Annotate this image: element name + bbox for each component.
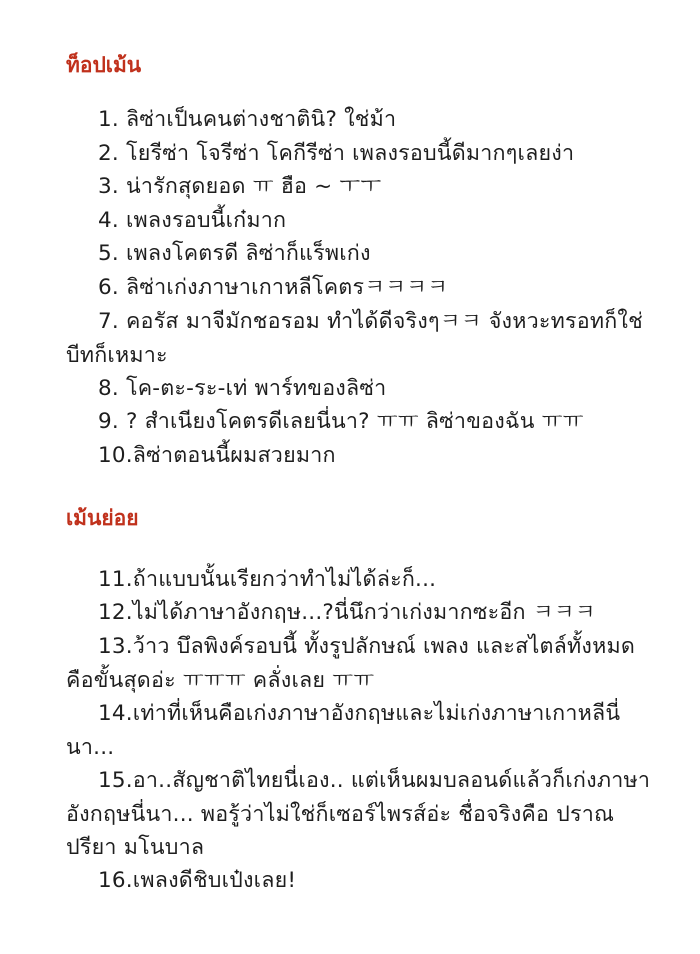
comment-number: 1.	[98, 107, 119, 132]
section-title-top-comments: ท็อปเม้น	[66, 53, 142, 77]
comment-number: 13.	[98, 634, 133, 659]
comment-text: ลิซ่าเก่งภาษาเกาหลีโคตรㅋㅋㅋㅋ	[125, 275, 449, 300]
comment-item	[66, 170, 656, 204]
comment-item	[66, 630, 656, 697]
comment-number: 8.	[98, 376, 119, 401]
comment-item	[66, 563, 656, 597]
comment-text: เพลงรอบนี้เก๋มาก	[125, 208, 287, 233]
comment-text: ลิซ่าตอนนี้ผมสวยมาก	[132, 443, 336, 468]
comment-number: 12.	[98, 600, 133, 625]
comment-number: 15.	[98, 768, 133, 793]
comment-number: 5.	[98, 241, 119, 266]
comment-item	[66, 204, 656, 238]
comment-item	[66, 596, 656, 630]
comment-text: คอรัส มาจีมักชอรอม ทำได้ดีจริงๆㅋㅋ จังหวะทรอทก็ใช่ บีทก็เหมาะ	[66, 309, 643, 368]
comment-item	[66, 237, 656, 271]
comment-item	[66, 137, 656, 171]
comment-number: 16.	[98, 868, 133, 893]
comment-item	[66, 405, 656, 439]
comment-text: อา..สัญชาติไทยนี่เอง.. แต่เห็นผมบลอนด์แล้วก็เก่งภาษาอังกฤษนี่นา... พอรู้ว่าไม่ใช่ก็เซอร์ไพรส์อ่ะ ชื่อจริงคือ ปราณปรียา มโนบาล	[66, 768, 651, 860]
comment-text: ไม่ได้ภาษาอังกฤษ...?นี่นึกว่าเก่งมากซะอีก ㅋㅋㅋ	[132, 600, 596, 625]
comment-number: 11.	[98, 567, 133, 592]
comment-text: เพลงดีชิบเป๋งเลย!	[132, 868, 297, 893]
section-title-sub-comments: เม้นย่อย	[66, 506, 139, 530]
comment-item	[66, 372, 656, 406]
comment-number: 6.	[98, 275, 119, 300]
comment-number: 3.	[98, 174, 119, 199]
comment-text: น่ารักสุดยอด ㅠ ฮือ ~ ㅜㅜ	[125, 174, 382, 199]
comment-text: เท่าที่เห็นคือเก่งภาษาอังกฤษและไม่เก่งภาษาเกาหลีนี่นา...	[66, 701, 621, 760]
comment-item	[66, 764, 656, 865]
comment-item	[66, 439, 656, 473]
comment-item	[66, 864, 656, 898]
comment-item	[66, 103, 656, 137]
comment-item	[66, 697, 656, 764]
comment-text: ? สำเนียงโคตรดีเลยนี่นา? ㅠㅠ ลิซ่าของฉัน ㅠㅠ	[125, 409, 584, 434]
comment-item	[66, 305, 656, 372]
comment-number: 14.	[98, 701, 133, 726]
comment-text: ถ้าแบบนั้นเรียกว่าทำไม่ได้ล่ะก็...	[132, 567, 437, 592]
comment-number: 10.	[98, 443, 133, 468]
comment-text: โยรีซ่า โจรีซ่า โคกีรีซ่า เพลงรอบนี้ดีมากๆเลยง่า	[125, 141, 575, 166]
comment-text: โค-ตะ-ระ-เท่ พาร์ทของลิซ่า	[125, 376, 387, 401]
comment-number: 2.	[98, 141, 119, 166]
comment-number: 9.	[98, 409, 119, 434]
comment-item	[66, 271, 656, 305]
comment-text: ว้าว บึลพิงค์รอบนี้ ทั้งรูปลักษณ์ เพลง และสไตล์ทั้งหมดคือขั้นสุดอ่ะ ㅠㅠㅠ คลั่งเลย ㅠㅠ	[66, 634, 636, 693]
comment-number: 7.	[98, 309, 119, 334]
comment-number: 4.	[98, 208, 119, 233]
comment-text: เพลงโคตรดี ลิซ่าก็แร็พเก่ง	[125, 241, 371, 266]
comment-text: ลิซ่าเป็นคนต่างชาตินิ? ใช่ม้า	[125, 107, 397, 132]
